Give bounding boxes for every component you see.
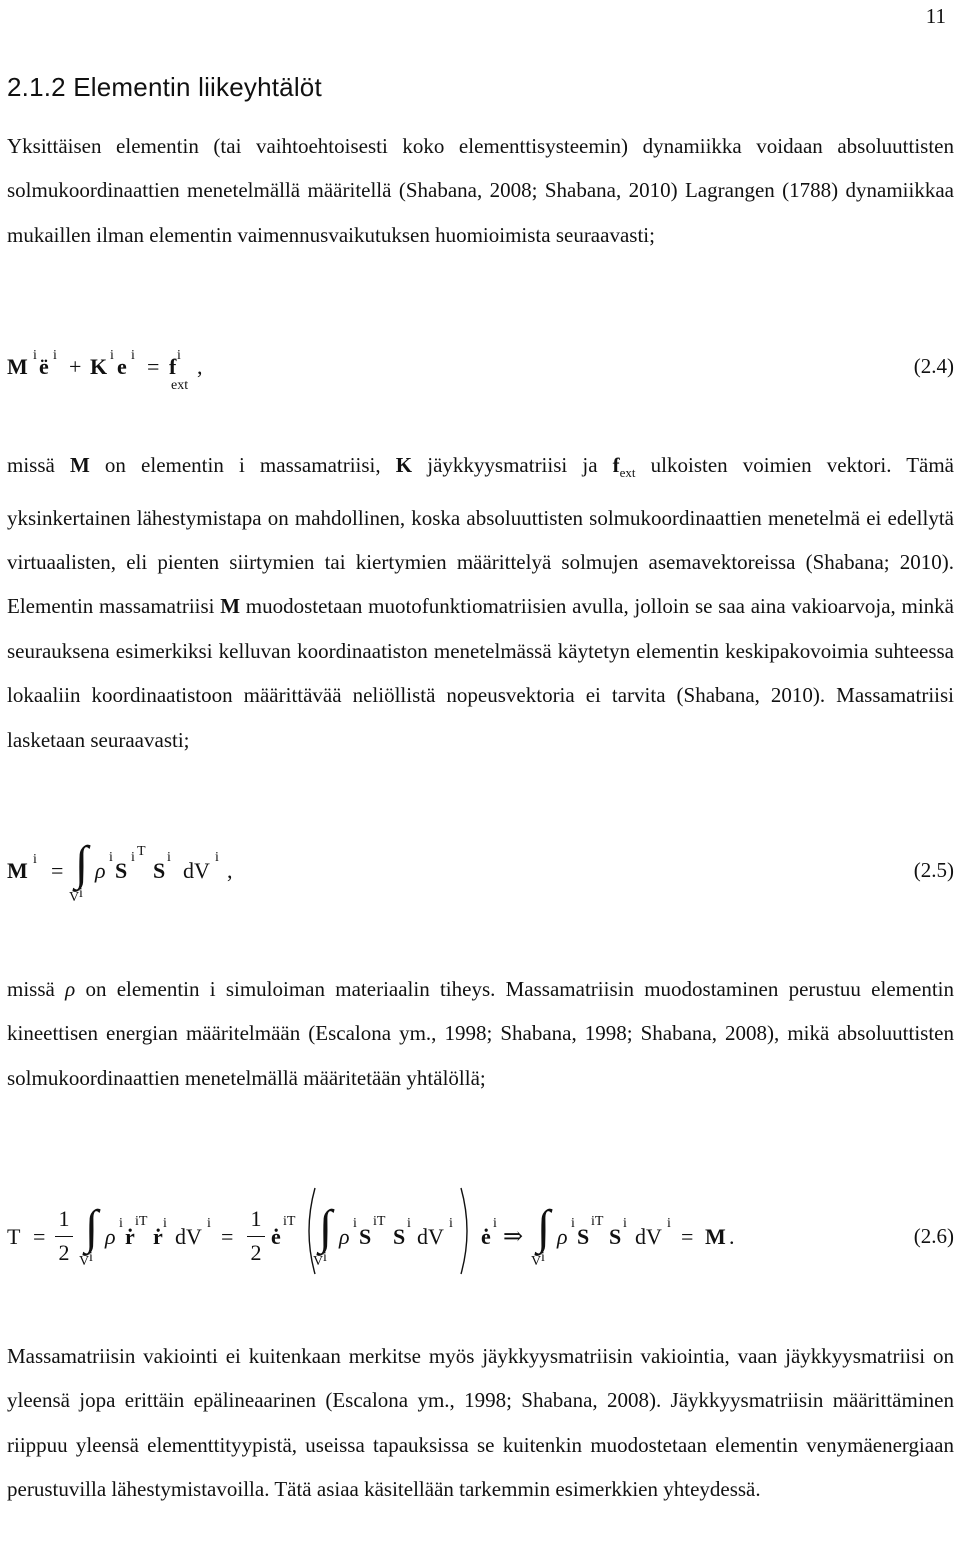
eq26-S: S: [609, 1224, 622, 1249]
eq26-r-dot: ṙ: [125, 1224, 135, 1249]
eq26-r-dot: ṙ: [153, 1224, 163, 1249]
eq26-T: T: [7, 1224, 21, 1249]
eq26-equals: =: [33, 1224, 46, 1249]
eq25-M: M: [7, 858, 28, 883]
equation-number-2-6: (2.6): [913, 1224, 954, 1248]
text: jäykkyysmatriisi ja: [412, 453, 613, 477]
equation-2-4: [7, 346, 954, 406]
eq26-numerator: 1: [250, 1206, 262, 1231]
eq26-period: .: [729, 1224, 735, 1249]
eq26-sup-iT: iT: [135, 1214, 148, 1229]
eq25-S: S: [153, 858, 166, 883]
eq26-sup-i: i: [623, 1216, 627, 1231]
symbol-rho: ρ: [65, 977, 76, 1001]
eq25-S: S: [115, 858, 128, 883]
eq26-e-dot: ė: [481, 1224, 491, 1249]
section-heading: 2.1.2 Elementin liikeyhtälöt: [7, 72, 322, 102]
eq25-sup-i: i: [131, 850, 135, 865]
page-number: 11: [925, 4, 946, 28]
eq26-sup-iT: iT: [283, 1214, 296, 1229]
symbol-M: M: [69, 453, 90, 477]
eq26-sub-i: i: [323, 1250, 327, 1265]
eq25-sub-V: V: [69, 890, 80, 905]
eq26-sub-V: V: [79, 1254, 90, 1269]
paragraph-intro: Yksittäisen elementin (tai vaihtoehtoisesti koko elementtisysteemin) dynamiikka voidaan absoluuttisten solmukoordinaattien menetelmällä määritellä (Shabana, 2008; Shabana, 2010) Lagrangen (1788) dynamiikkaa mukaillen ilman elementin vaimennusvaikutuksen huomioimista seuraavasti;: [7, 134, 954, 247]
eq25-sup-i: i: [109, 850, 113, 865]
fraction-bar: [55, 1236, 73, 1237]
integral-sign: ∫: [319, 1201, 333, 1254]
eq26-rho: ρ: [339, 1224, 350, 1249]
eq26-e-dot: ė: [271, 1224, 281, 1249]
text: on elementin i massamatriisi,: [89, 453, 396, 477]
eq26-sup-i: i: [407, 1216, 411, 1231]
text: muodostetaan muotofunktiomatriisien avulla, jolloin se saa aina vakioarvoja, minkä seurauksena esimerkiksi kelluvan koordinaatiston menetelmässä käytetyn elementin keskipakovoimia suhteessa lokaaliin koordinaatistoon määrittävää neliöllistä nopeusvektoria ei tarvita (Shabana, 2010). Massamatriisi lasketaan seuraavasti;: [7, 594, 954, 752]
eq25-sup-T: T: [137, 844, 146, 859]
eq26-sup-i: i: [207, 1216, 211, 1231]
eq24-sup-i: i: [110, 348, 114, 363]
eq26-sub-V: V: [313, 1254, 324, 1269]
eq26-sup-i: i: [163, 1216, 167, 1231]
eq24-M: M: [7, 354, 28, 379]
eq26-dV: dV: [417, 1224, 444, 1249]
equation-2-5: [7, 837, 954, 912]
eq26-sup-i: i: [119, 1216, 123, 1231]
eq24-sup-i: i: [53, 348, 57, 363]
eq26-sup-i: i: [571, 1216, 575, 1231]
eq26-S: S: [359, 1224, 372, 1249]
eq25-equals: =: [51, 858, 64, 883]
eq26-S: S: [393, 1224, 406, 1249]
paragraph-density: [7, 967, 954, 1100]
right-paren: [459, 1186, 475, 1276]
eq24-plus: +: [69, 354, 82, 379]
eq26-dV: dV: [635, 1224, 662, 1249]
eq26-rho: ρ: [557, 1224, 568, 1249]
eq24-sub-ext: ext: [171, 378, 189, 393]
eq26-implies: ⇒: [503, 1224, 524, 1250]
eq25-comma: ,: [227, 858, 233, 883]
eq25-sup-i: i: [167, 850, 171, 865]
eq26-dV: dV: [175, 1224, 202, 1249]
eq26-denominator: 2: [250, 1240, 262, 1265]
symbol-K: K: [395, 453, 413, 477]
eq24-e-ddot: ë: [39, 354, 49, 379]
eq26-sup-i: i: [667, 1216, 671, 1231]
eq24-sup-i: i: [33, 348, 37, 363]
text: ulkoisten voimien vektori. Tämä yksinkertainen lähestymistapa on mahdollinen, koska absoluuttisten solmukoordinaattien menetelmä ei edellytä virtuaalisten, eli pienten siirtymien tai kiertymien määrittelyä solmujen asemavektoreissa (Shabana; 2010). Elementin massamatriisi: [7, 453, 954, 619]
eq26-sup-iT: iT: [591, 1214, 604, 1229]
integral-sign: ∫: [537, 1201, 551, 1254]
eq26-M: M: [705, 1224, 726, 1249]
integral-sign: ∫: [75, 837, 89, 890]
eq26-sup-i: i: [449, 1216, 453, 1231]
eq24-sup-i: i: [177, 348, 181, 363]
eq24-comma: ,: [197, 354, 203, 379]
eq24-f: f: [169, 354, 177, 379]
eq24-e: e: [117, 354, 127, 379]
text: on elementin i simuloiman materiaalin tiheys. Massamatriisin muodostaminen perustuu elementin kineettisen energian määritelmään (Escalona ym., 1998; Shabana, 1998; Shabana, 2008), mikä absoluuttisten solmukoordinaattien menetelmällä määritetään yhtälöllä;: [7, 977, 954, 1090]
eq26-sub-i: i: [541, 1250, 545, 1265]
eq26-sup-i: i: [353, 1216, 357, 1231]
equation-number-2-4: (2.4): [913, 354, 954, 378]
eq24-equals: =: [147, 354, 160, 379]
fraction-bar: [247, 1236, 265, 1237]
eq26-equals: =: [221, 1224, 234, 1249]
equation-number-2-5: (2.5): [913, 858, 954, 882]
eq25-rho: ρ: [95, 858, 106, 883]
eq26-S: S: [577, 1224, 590, 1249]
symbol-M: M: [220, 594, 241, 619]
eq24-sup-i: i: [131, 348, 135, 363]
eq25-sub-i: i: [79, 886, 83, 901]
eq26-numerator: 1: [58, 1206, 70, 1231]
eq26-sup-i: i: [493, 1216, 497, 1231]
eq25-sup-i: i: [215, 850, 219, 865]
eq26-rho: ρ: [105, 1224, 116, 1249]
text: missä: [7, 453, 70, 477]
eq26-sub-i: i: [89, 1250, 93, 1265]
text: missä: [7, 977, 66, 1001]
eq25-dV: dV: [183, 858, 210, 883]
eq26-sub-V: V: [531, 1254, 542, 1269]
eq25-sup-i: i: [33, 852, 37, 867]
eq26-denominator: 2: [58, 1240, 70, 1265]
integral-sign: ∫: [85, 1201, 99, 1254]
subscript-ext: ext: [619, 465, 636, 481]
paragraph-mass-matrix: [7, 443, 954, 762]
paragraph-stiffness: Massamatriisin vakiointi ei kuitenkaan merkitse myös jäykkyysmatriisin vakiointia, vaan jäykkyysmatriisi on yleensä jopa erittäin epälineaarinen (Escalona ym., 1998; Shabana, 2008). Jäykkyysmatriisin määrittäminen riippuu yleensä elementtityypistä, useissa tapauksissa se kuitenkin muodostetaan elementin venymäenergiaan perustuvilla lähestymistavoilla. Tätä asiaa käsitellään tarkemmin esimerkkien yhteydessä.: [7, 1344, 954, 1502]
equation-2-6: [7, 1180, 954, 1280]
eq24-K: K: [90, 354, 108, 379]
eq26-sup-iT: iT: [373, 1214, 386, 1229]
symbol-f: f: [612, 453, 620, 477]
eq26-equals: =: [681, 1224, 694, 1249]
